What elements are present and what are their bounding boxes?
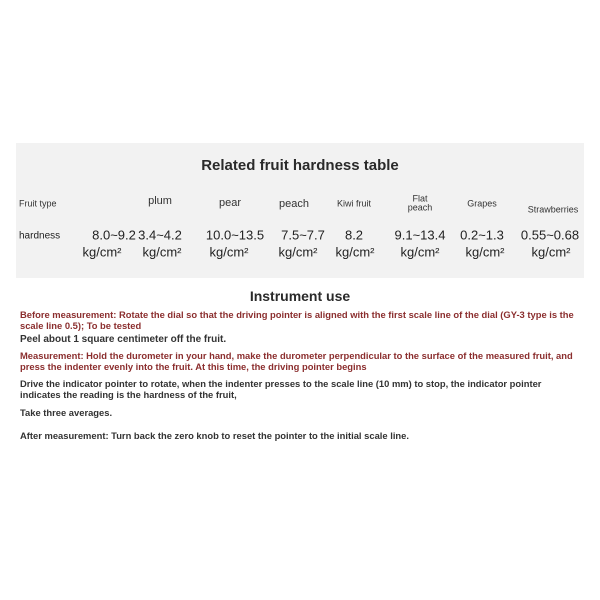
hardness-value: 3.4~4.2: [138, 227, 182, 243]
before-measurement-text: Before measurement: Rotate the dial so that the driving pointer is aligned with the first scale line of the dial (GY-3 type is the scale line 0.5); To be tested: [20, 309, 574, 331]
column-header: Flat peach: [407, 193, 433, 213]
unit-label: kg/cm²: [278, 244, 318, 260]
hardness-value: 10.0~13.5: [205, 227, 265, 243]
average-text: Take three averages.: [20, 407, 113, 418]
unit-label: kg/cm²: [465, 244, 505, 260]
hardness-value: 0.2~1.3: [460, 227, 504, 243]
header-label: Fruit type: [19, 198, 57, 209]
column-header: peach: [279, 198, 309, 211]
column-header: Strawberries: [527, 204, 579, 215]
unit-label: kg/cm²: [142, 244, 182, 260]
hardness-value: 8.2: [344, 227, 364, 243]
column-header: Kiwi fruit: [336, 198, 372, 209]
row-label: hardness: [19, 230, 61, 242]
hardness-value: 8.0~9.2: [92, 227, 136, 243]
after-measurement-text: After measurement: Turn back the zero knob to reset the pointer to the initial scale line.: [20, 430, 409, 441]
drive-text: Drive the indicator pointer to rotate, when the indenter presses to the scale line (10 mm) to stop, the indicator pointer indicates the reading is the hardness of the fruit,: [20, 378, 542, 400]
hardness-value: 7.5~7.7: [281, 227, 325, 243]
column-header: pear: [218, 197, 242, 210]
table-title: Related fruit hardness table: [201, 157, 399, 174]
unit-label: kg/cm²: [209, 244, 249, 260]
column-header: Grapes: [467, 198, 497, 209]
unit-label: kg/cm²: [400, 244, 440, 260]
unit-label: kg/cm²: [82, 244, 122, 260]
peel-text: Peel about 1 square centimeter off the fruit.: [20, 334, 227, 345]
measurement-text: Measurement: Hold the durometer in your hand, make the durometer perpendicular to the surface of the measured fruit, and press the indenter evenly into the fruit. At this time, the driving pointer begins: [20, 350, 573, 372]
column-header: plum: [148, 195, 172, 208]
unit-label: kg/cm²: [335, 244, 375, 260]
hardness-table: [16, 143, 584, 278]
hardness-value: 0.55~0.68: [520, 227, 580, 243]
section-title: Instrument use: [249, 288, 351, 304]
hardness-value: 9.1~13.4: [394, 227, 446, 243]
unit-label: kg/cm²: [531, 244, 571, 260]
